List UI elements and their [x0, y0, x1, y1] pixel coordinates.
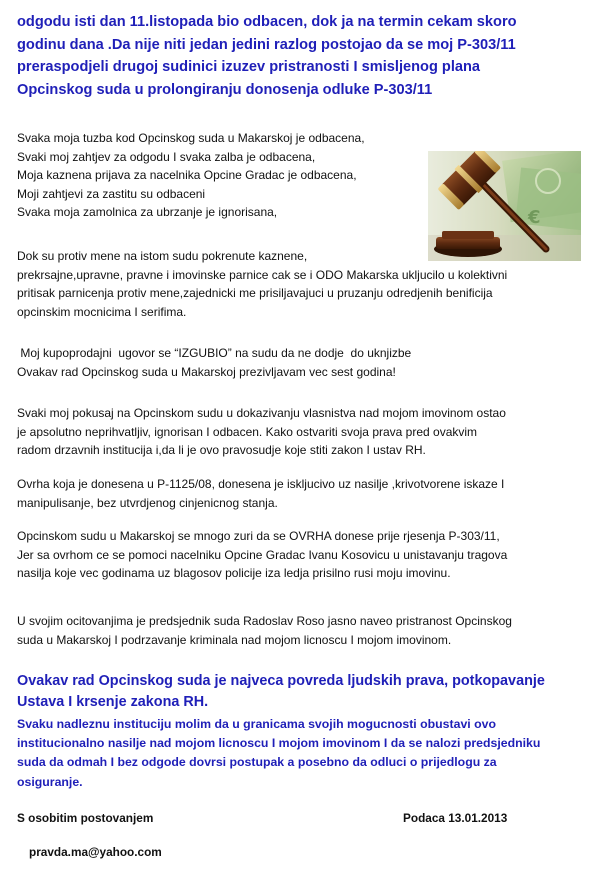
paragraph-ownership: [17, 404, 582, 460]
text-line: suda u Makarskoj I podrzavanje kriminala nad mojom licnoscu I mojom imovinom.: [17, 632, 452, 647]
text-line: Opcinskom sudu u Makarskoj se mnogo zuri da se OVRHA donese prije rjesenja P-303/11,: [17, 529, 500, 543]
paragraph-enforcement: [17, 475, 582, 512]
text-line: nasilja koje vec godinama uz blagosov policije iza ledja prisilno rusi moju imovinu.: [17, 566, 451, 580]
paragraph-hurry: [17, 527, 582, 583]
text-line: godinu dana .Da nije niti jedan jedini razlog postojao da se moj P-303/11: [17, 36, 516, 53]
text-line: Svaki moj pokusaj na Opcinskom sudu u dokazivanju vlasnistva nad mojom imovinom ostao: [17, 406, 506, 420]
text-line: manipulisanje, bez utvrdjenog cinjenicnog stanja.: [17, 495, 278, 510]
email-address[interactable]: pravda.ma@yahoo.com: [29, 845, 162, 859]
gavel-icon: [428, 151, 581, 261]
conclusion-statement: [17, 671, 545, 713]
text-line: opcinskim mocnicima I serifima.: [17, 304, 187, 319]
paragraph-president: [17, 612, 582, 649]
text-line: Svaka moja tuzba kod Opcinskog suda u Makarskoj je odbacena,: [17, 131, 365, 145]
text-line: radom drzavnih institucija i,da li je ovo pravosudje koje stiti zakon I ustav RH.: [17, 443, 426, 457]
text-line: institucionalno nasilje nad mojom licnoscu I mojom imovinom I da se nalozi predsjedniku: [17, 736, 541, 751]
text-line: Moj kupoprodajni ugovor se “IZGUBIO” na sudu da ne dodje do uknjizbe: [17, 346, 412, 360]
intro-paragraph: [17, 11, 577, 101]
text-line: Dok su protiv mene na istom sudu pokrenute kaznene,: [17, 249, 308, 263]
text-line: Opcinskog suda u prolongiranju donosenja odluke P-303/11: [17, 81, 433, 98]
text-line: osiguranje.: [17, 774, 83, 789]
text-line: prekrsajne,upravne, pravne i imovinske parnice cak se i ODO Makarska ukljucilo u kolektivni: [17, 267, 508, 282]
text-line: U svojim ocitovanjima je predsjednik suda Radoslav Roso jasno naveo pristranost Opcinskog: [17, 614, 512, 628]
text-line: je apsolutno neprihvatljiv, ignorisan I odbacen. Kako ostvariti svoja prava pred ovakvim: [17, 424, 478, 439]
gavel-and-money-photo: [428, 151, 581, 261]
place-date: Podaca 13.01.2013: [403, 811, 508, 825]
text-line: Jer sa ovrhom ce se pomoci nacelniku Opcine Gradac Ivanu Kosovicu u unistavanju tragova: [17, 547, 508, 562]
appeal-paragraph: [17, 715, 540, 792]
text-line: preraspodjeli drugoj sudinici izuzev pristranosti I smisljenog plana: [17, 59, 481, 75]
text-line: odgodu isti dan 11.listopada bio odbacen, dok ja na termin cekam skoro: [17, 14, 517, 30]
text-line: Ovakav rad Opcinskog suda u Makarskoj prezivljavam vec sest godina!: [17, 364, 396, 379]
text-line: Svaku nadleznu instituciju molim da u granicama svojih mogucnosti obustavi ovo: [17, 717, 496, 731]
text-line: suda da odmah I bez odgode dovrsi postupak a posebno da odluci o prijedlogu za: [17, 755, 497, 770]
text-line: Moja kaznena prijava za nacelnika Opcine Gradac je odbacena,: [17, 168, 357, 182]
svg-text:€: €: [528, 207, 541, 228]
paragraph-lawsuits: [17, 247, 582, 321]
closing-salutation: S osobitim postovanjem: [17, 811, 154, 825]
text-line: Svaki moj zahtjev za odgodu I svaka zalba je odbacena,: [17, 149, 316, 164]
text-line: pritisak parnicenja protiv mene,zajednicki me prisiljavajuci u pruzanju odredjenih benificija: [17, 286, 493, 300]
text-line: Moji zahtjevi za zastitu su odbaceni: [17, 186, 206, 201]
text-line: Ustava I krsenje zakona RH.: [17, 694, 209, 710]
paragraph-contract: [17, 344, 582, 381]
text-line: Svaka moja zamolnica za ubrzanje je ignorisana,: [17, 205, 278, 219]
text-line: Ovrha koja je donesena u P-1125/08, donesena je iskljucivo uz nasilje ,krivotvorene iskaze I: [17, 477, 505, 491]
text-line: Ovakav rad Opcinskog suda je najveca povreda ljudskih prava, potkopavanje: [17, 673, 545, 689]
